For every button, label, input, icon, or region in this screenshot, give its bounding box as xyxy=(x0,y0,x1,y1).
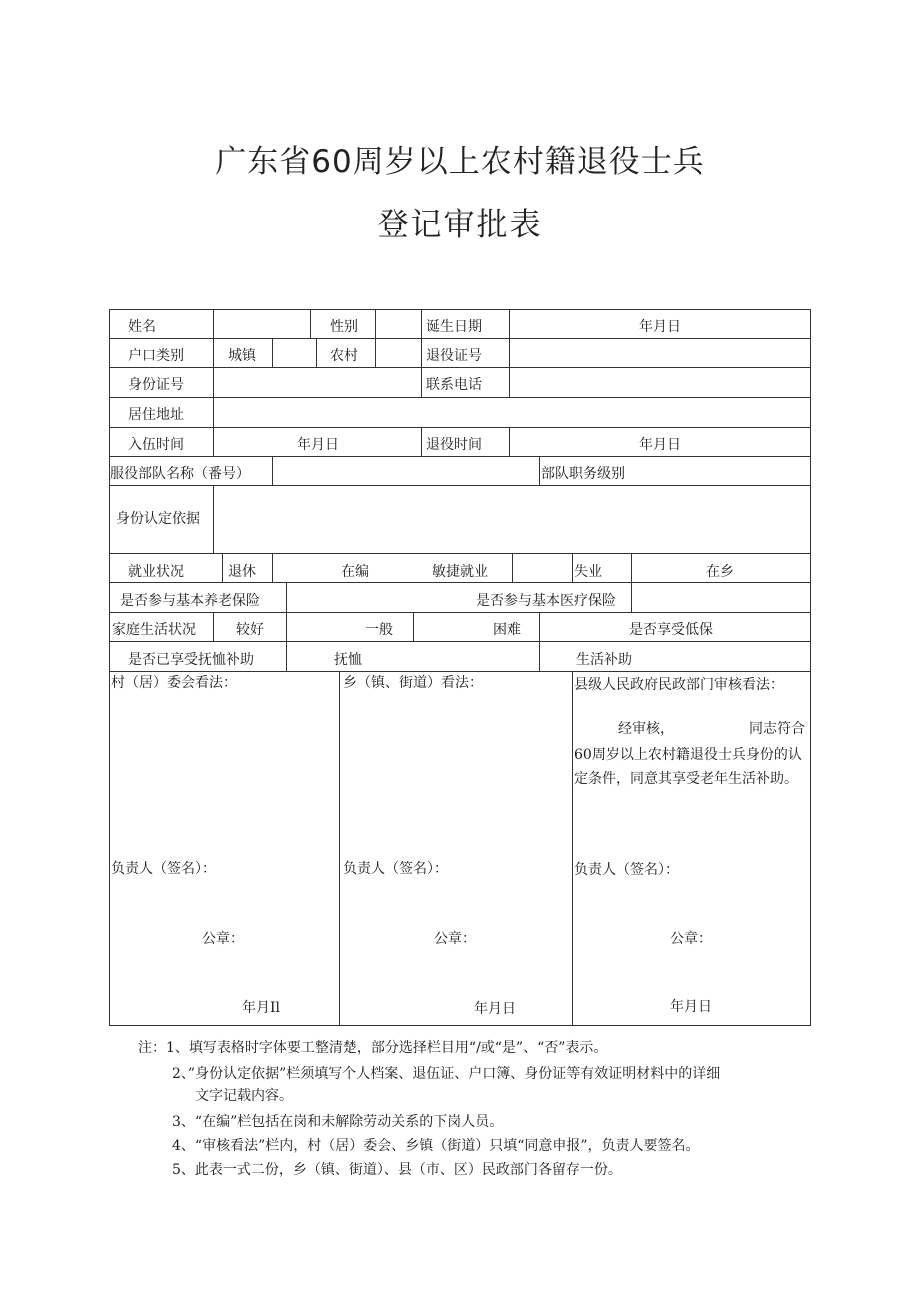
col-rule xyxy=(421,309,422,368)
row-rule xyxy=(109,427,811,428)
county-opinion-label: 县级人民政府民政部门审核看法： xyxy=(574,677,784,693)
pension-relief-option: 抚恤 xyxy=(334,652,362,668)
family-average-option: 一般 xyxy=(365,622,393,638)
birth-date-ymd: 年月日 xyxy=(639,319,681,335)
row-rule xyxy=(109,397,811,398)
town-date: 年月日 xyxy=(474,1001,516,1017)
col-rule xyxy=(631,582,632,613)
family-difficult-option: 困难 xyxy=(493,622,521,638)
col-rule xyxy=(572,553,573,583)
at-home-option: 在乡 xyxy=(706,564,734,580)
col-rule xyxy=(213,612,214,642)
village-signer-label: 负责人（签名）： xyxy=(111,861,216,877)
approval-text-c: 60周岁以上农村籍退役士兵身份的认定条件，同意其享受老年生活补助。 xyxy=(574,747,802,787)
discharge-cert-label: 退役证号 xyxy=(426,348,482,364)
col-rule xyxy=(316,338,317,368)
col-rule xyxy=(213,485,214,554)
name-label: 姓名 xyxy=(128,319,156,335)
col-rule xyxy=(222,553,223,583)
col-rule xyxy=(339,671,340,1026)
col-rule xyxy=(421,427,422,457)
pension-insurance-label: 是否参与基本养老保险 xyxy=(120,593,260,609)
discharge-time-ymd: 年月日 xyxy=(639,437,681,453)
employed-option: 在编 xyxy=(341,564,369,580)
rank-label: 部队职务级别 xyxy=(541,466,625,482)
note-3: 3、“在编”栏包括在岗和未解除劳动关系的下岗人员。 xyxy=(172,1114,504,1130)
county-signer-label: 负责人（签名）： xyxy=(574,862,679,878)
col-rule xyxy=(631,553,632,583)
col-rule xyxy=(272,338,273,368)
col-rule xyxy=(509,427,510,457)
col-rule xyxy=(512,553,513,583)
col-rule xyxy=(310,309,311,339)
form-title-line2: 登记审批表 xyxy=(377,207,543,243)
hukou-urban-option: 城镇 xyxy=(228,348,256,364)
county-seal-label: 公章： xyxy=(670,931,712,947)
note-2: 2、”身份认定依据”栏须填写个人档案、退伍证、户口簿、身份证等有效证明材料中的详细 xyxy=(172,1066,721,1082)
row-rule xyxy=(109,612,811,613)
village-date: 年月Il xyxy=(242,1000,281,1016)
medical-insurance-label: 是否参与基本医疗保险 xyxy=(476,593,616,609)
col-rule xyxy=(272,553,273,583)
county-date: 年月日 xyxy=(670,999,712,1015)
hukou-rural-option: 农村 xyxy=(330,348,358,364)
unemployed-option: 失业 xyxy=(574,564,602,580)
row-rule xyxy=(109,582,811,583)
family-status-label: 家庭生活状况 xyxy=(112,622,196,638)
row-rule xyxy=(109,553,811,554)
col-rule xyxy=(413,612,414,642)
birth-date-label: 诞生日期 xyxy=(426,319,482,335)
approval-text-a: 经审核， xyxy=(618,721,674,737)
retired-option: 退休 xyxy=(228,564,256,580)
identity-basis-label: 身份认定依据 xyxy=(116,511,200,527)
employment-label: 就业状况 xyxy=(128,564,184,580)
col-rule xyxy=(539,612,540,642)
family-good-option: 较好 xyxy=(236,622,264,638)
village-seal-label: 公章： xyxy=(202,931,244,947)
col-rule xyxy=(572,671,573,1026)
low-income-label: 是否享受低保 xyxy=(629,622,713,638)
enlist-time-label: 入伍时间 xyxy=(128,437,184,453)
village-opinion-label: 村（居）委会看法： xyxy=(111,675,237,691)
col-rule xyxy=(213,427,214,457)
phone-label: 联系电话 xyxy=(426,377,482,393)
col-rule xyxy=(375,309,376,368)
col-rule xyxy=(539,641,540,672)
form-title-line1: 广东省60周岁以上农村籍退役士兵 xyxy=(215,144,705,180)
unit-label: 服役部队名称（番号） xyxy=(110,466,250,482)
col-rule xyxy=(286,612,287,642)
col-rule xyxy=(286,582,287,613)
col-rule xyxy=(213,309,214,427)
col-rule xyxy=(421,367,422,398)
row-rule xyxy=(109,456,811,457)
row-rule xyxy=(109,338,811,339)
col-rule xyxy=(286,641,287,672)
row-rule xyxy=(109,641,811,642)
col-rule xyxy=(539,456,540,486)
flexible-employment-option: 敏捷就业 xyxy=(432,564,488,580)
col-rule xyxy=(509,309,510,398)
subsidy-label: 是否已享受抚恤补助 xyxy=(128,652,254,668)
row-rule xyxy=(109,671,811,672)
note-2-continued: 文字记载内容。 xyxy=(195,1088,293,1104)
row-rule xyxy=(109,367,811,368)
town-opinion-label: 乡（镇、街道）看法： xyxy=(343,675,483,691)
living-subsidy-option: 生活补助 xyxy=(576,652,632,668)
row-rule xyxy=(109,485,811,486)
approval-text-b: 同志符合 xyxy=(749,721,805,737)
gender-label: 性别 xyxy=(330,319,358,335)
id-number-label: 身份证号 xyxy=(128,377,184,393)
note-5: 5、此表一式二份，乡（镇、街道）、县（市、区）民政部门各留存一份。 xyxy=(172,1162,622,1178)
town-signer-label: 负责人（签名）： xyxy=(343,861,448,877)
enlist-time-ymd: 年月日 xyxy=(297,437,339,453)
note-1: 注：1、填写表格时字体要工整清楚，部分选择栏目用“/或“是”、“否”表示。 xyxy=(138,1040,608,1056)
town-seal-label: 公章： xyxy=(434,931,476,947)
note-4: 4、“审核看法”栏内，村（居）委会、乡镇（街道）只填“同意申报”，负责人要签名。 xyxy=(172,1138,700,1154)
hukou-label: 户口类别 xyxy=(128,348,184,364)
discharge-time-label: 退役时间 xyxy=(426,437,482,453)
col-rule xyxy=(272,456,273,486)
address-label: 居住地址 xyxy=(128,407,184,423)
